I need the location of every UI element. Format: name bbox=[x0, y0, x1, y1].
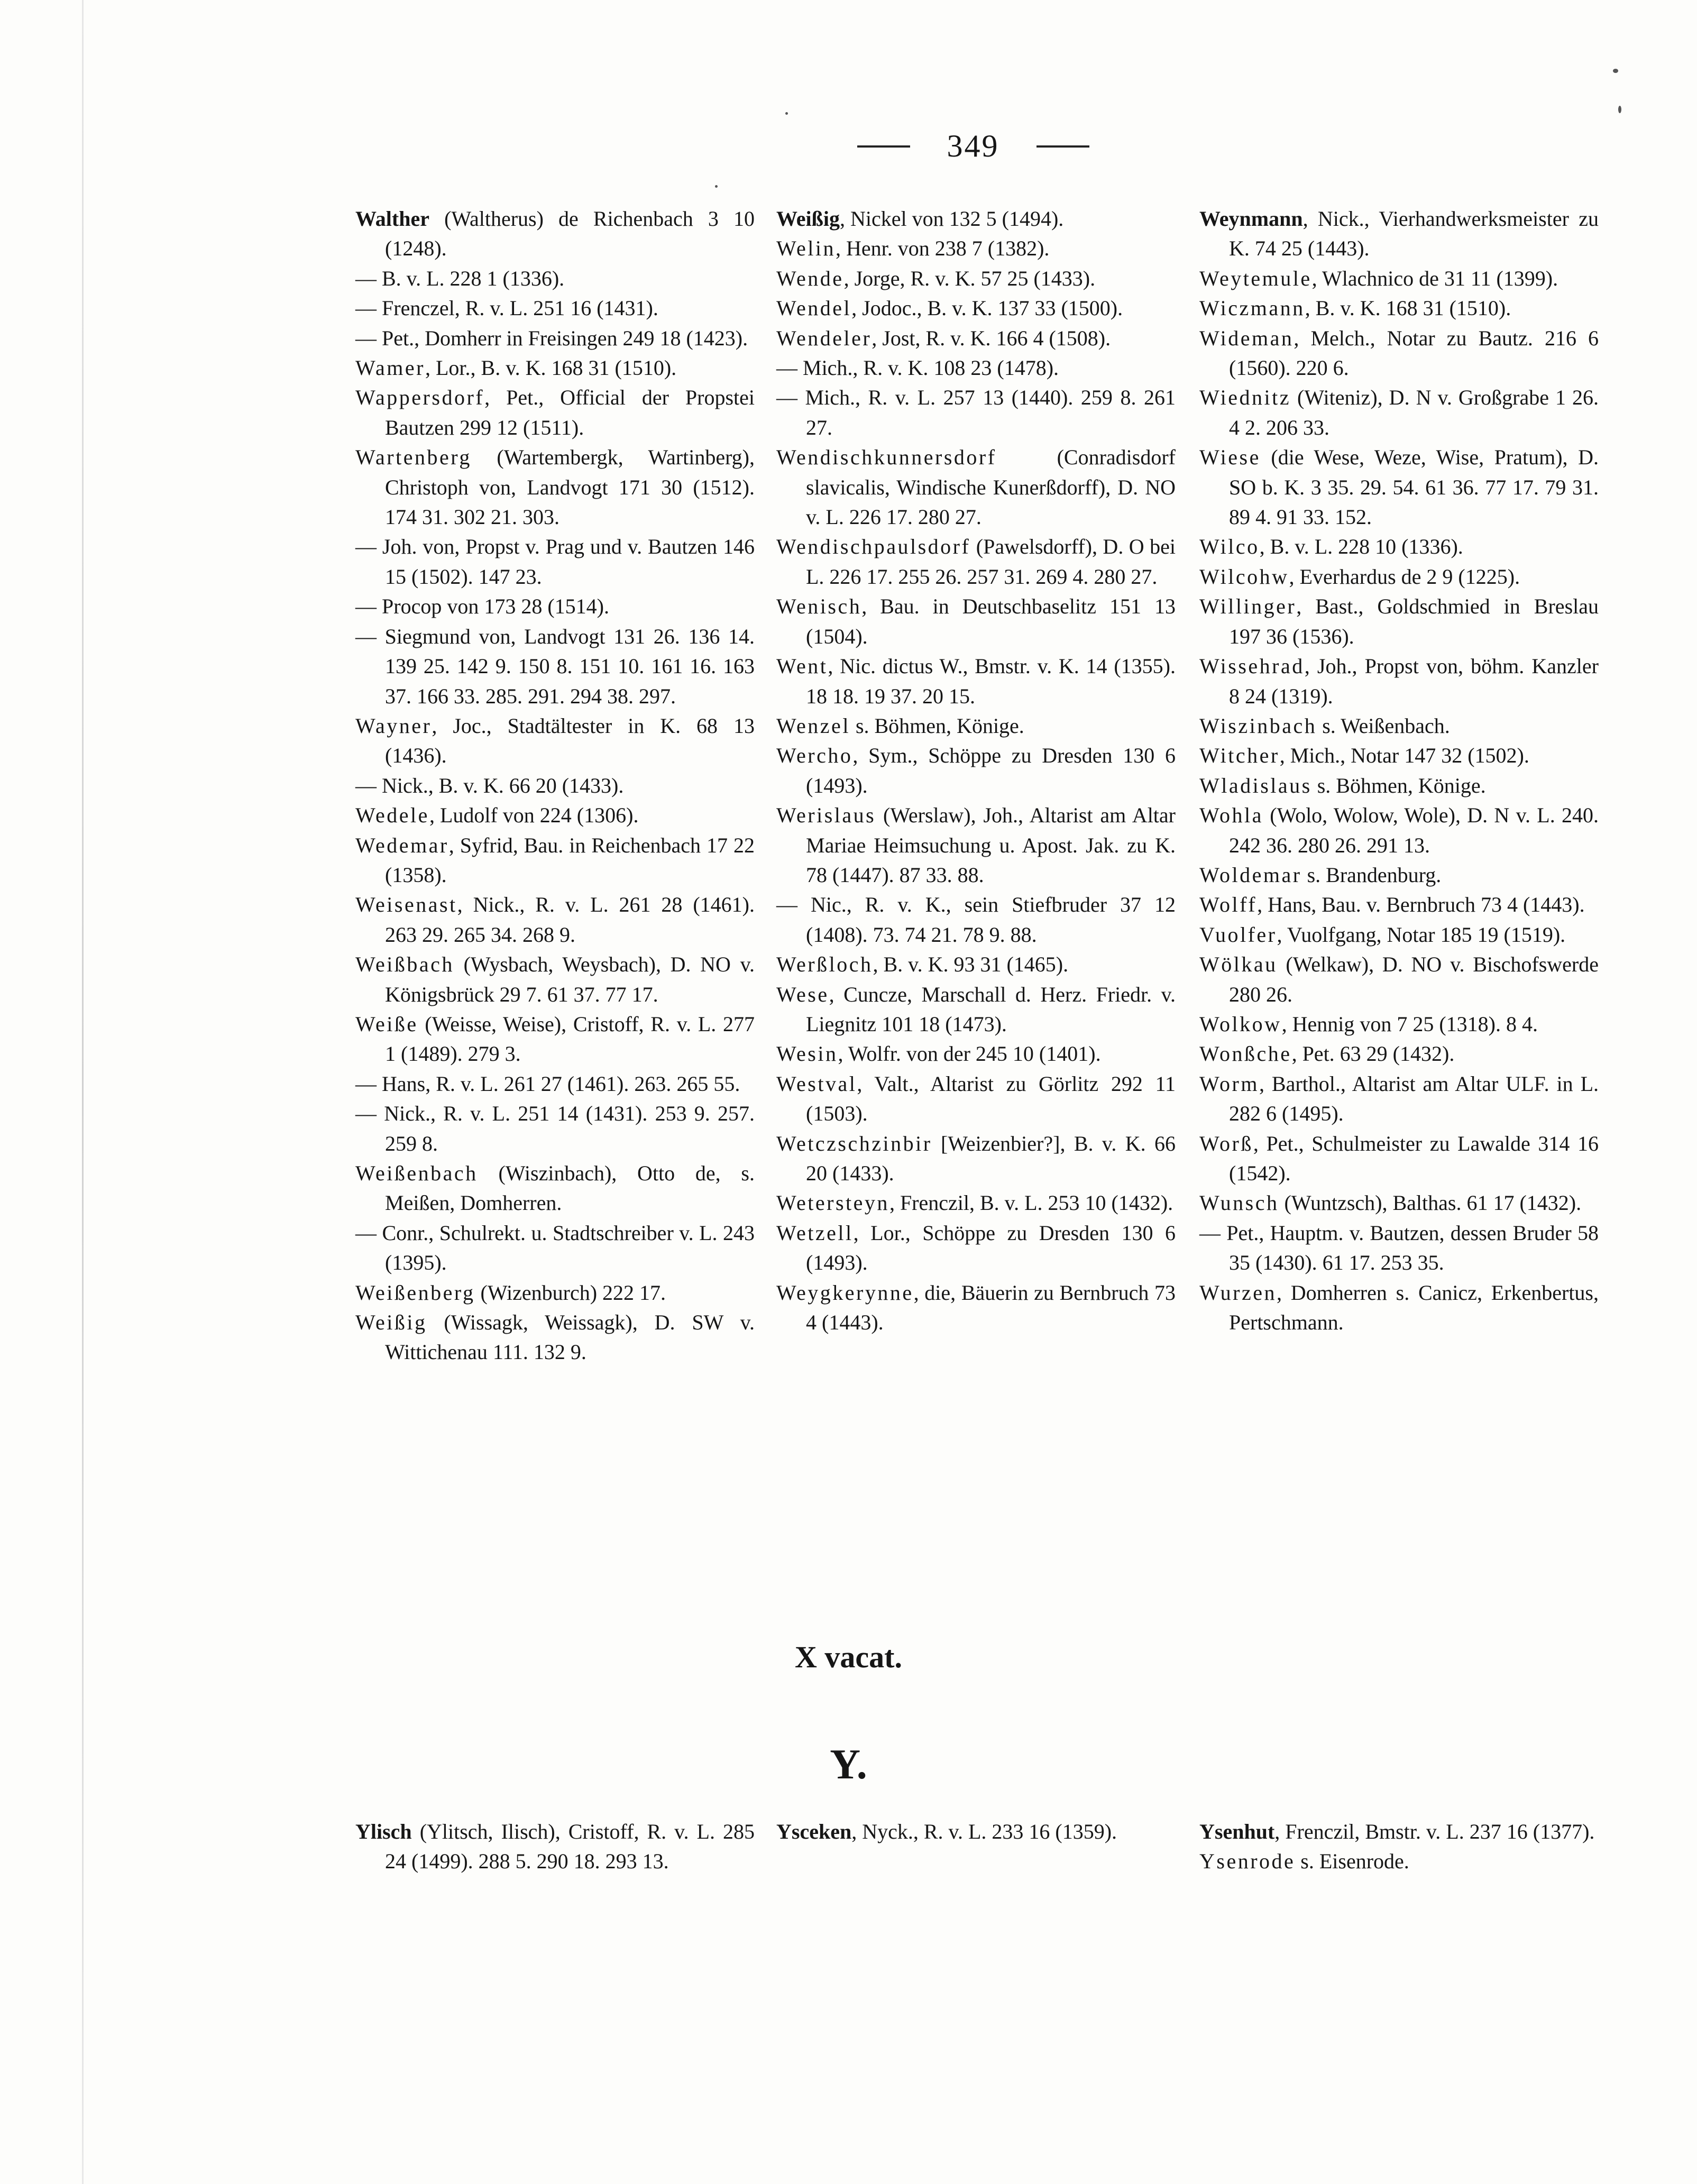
index-entry bbox=[776, 324, 1176, 353]
entry-headword-bold: Walther bbox=[355, 207, 429, 231]
entry-headword: Wende bbox=[776, 266, 844, 290]
index-entry bbox=[1199, 801, 1599, 860]
entry-text: , Joc., Stadtältester in K. 68 13 (1436). bbox=[385, 713, 755, 768]
entry-text: — Frenczel, R. v. L. 251 16 (1431). bbox=[355, 296, 658, 320]
entry-text: (Conradisdorf slavicalis, Windische Kunerßdorff), D. NO v. L. 226 17. 280 27. bbox=[806, 445, 1176, 529]
index-entry bbox=[1199, 1010, 1599, 1039]
entry-text: (Wiszinbach), Otto de, s. Meißen, Domherren. bbox=[385, 1161, 755, 1215]
index-column-1 bbox=[355, 204, 755, 1368]
entry-text: , Hennig von 7 25 (1318). 8 4. bbox=[1281, 1012, 1538, 1036]
entry-text: , Bast., Goldschmied in Breslau 197 36 (1536). bbox=[1229, 594, 1599, 648]
entry-text: , Ludolf von 224 (1306). bbox=[429, 803, 639, 828]
entry-text: (Wartembergk, Wartinberg), Christoph von, Landvogt 171 30 (1512). 174 31. 302 21. 303. bbox=[385, 445, 755, 529]
entry-headword-bold: Weynmann bbox=[1199, 207, 1303, 231]
index-entry bbox=[355, 831, 755, 891]
index-entry bbox=[1199, 890, 1599, 920]
index-entry bbox=[355, 622, 755, 711]
entry-headword: Weißenberg bbox=[355, 1280, 475, 1305]
entry-text: (Wysbach, Weysbach), D. NO v. Königsbrück 29 7. 61 37. 77 17. bbox=[385, 952, 755, 1006]
entry-headword: Wiczmann bbox=[1199, 296, 1305, 320]
entry-headword: Wartenberg bbox=[355, 445, 472, 470]
entry-headword: Werßloch bbox=[776, 952, 873, 977]
entry-text: , Wlachnico de 31 11 (1399). bbox=[1311, 266, 1558, 290]
entry-text: , die, Bäuerin zu Bernbruch 73 4 (1443). bbox=[806, 1280, 1176, 1335]
entry-headword: Weißig bbox=[355, 1310, 427, 1335]
index-entry bbox=[355, 1099, 755, 1159]
index-entry bbox=[776, 651, 1176, 711]
entry-headword: Wölkau bbox=[1199, 952, 1278, 977]
index-entry bbox=[355, 324, 755, 353]
entry-text: (Werslaw), Joh., Altarist am Altar Mariae Heimsuchung u. Apost. Jak. zu K. 78 (1447). 87 33. 88. bbox=[806, 803, 1176, 887]
entry-text: , B. v. K. 168 31 (1510). bbox=[1305, 296, 1511, 320]
entry-headword: Wetczschzinbir bbox=[776, 1131, 932, 1155]
entry-text: , Barthol., Altarist am Altar ULF. in L. 282 6 (1495). bbox=[1229, 1071, 1599, 1126]
entry-headword: Wilco bbox=[1199, 535, 1260, 559]
index-entry bbox=[1199, 711, 1599, 741]
entry-headword: Weißenbach bbox=[355, 1161, 478, 1185]
entry-text: , Syfrid, Bau. in Reichenbach 17 22 (1358). bbox=[385, 833, 755, 887]
entry-headword: Witcher bbox=[1199, 744, 1280, 768]
entry-text: , Wolfr. von der 245 10 (1401). bbox=[838, 1042, 1101, 1066]
index-entry bbox=[355, 771, 755, 801]
entry-text: , Joh., Propst von, böhm. Kanzler 8 24 (1319). bbox=[1229, 654, 1599, 708]
entry-text: — Conr., Schulrekt. u. Stadtschreiber v. L. 243 (1395). bbox=[355, 1221, 755, 1275]
index-entry bbox=[776, 204, 1176, 234]
index-entry bbox=[355, 711, 755, 771]
y-column-2 bbox=[776, 1817, 1176, 1847]
index-entry bbox=[776, 383, 1176, 443]
entry-headword: Wetzell bbox=[776, 1221, 854, 1245]
index-entry bbox=[355, 1218, 755, 1278]
index-entry bbox=[355, 293, 755, 323]
entry-headword: Wenzel bbox=[776, 713, 850, 738]
entry-text: , Pet. 63 29 (1432). bbox=[1291, 1042, 1455, 1066]
entry-text: , Domherren s. Canicz, Erkenbertus, Pertschmann. bbox=[1229, 1280, 1599, 1335]
index-entry bbox=[776, 1039, 1176, 1069]
entry-text: — Nic., R. v. K., sein Stiefbruder 37 12 (1408). 73. 74 21. 78 9. 88. bbox=[776, 893, 1176, 947]
entry-text: — Procop von 173 28 (1514). bbox=[355, 594, 609, 619]
entry-text: — Nick., B. v. K. 66 20 (1433). bbox=[355, 773, 624, 797]
index-entry bbox=[1199, 1039, 1599, 1069]
index-entry bbox=[355, 1159, 755, 1218]
entry-text: , Everhardus de 2 9 (1225). bbox=[1289, 564, 1520, 589]
entry-headword: Wladislaus bbox=[1199, 773, 1312, 797]
entry-text: — Pet., Hauptm. v. Bautzen, dessen Bruder 58 35 (1430). 61 17. 253 35. bbox=[1199, 1221, 1599, 1275]
index-entry bbox=[1199, 651, 1599, 711]
index-entry bbox=[1199, 532, 1599, 562]
entry-headword: Wayner bbox=[355, 713, 432, 738]
entry-text: (Weisse, Weise), Cristoff, R. v. L. 277 1 (1489). 279 3. bbox=[385, 1012, 755, 1066]
index-entry bbox=[355, 204, 755, 264]
entry-text: , Lor., B. v. K. 168 31 (1510). bbox=[425, 356, 677, 380]
entry-headword-bold: Ysceken bbox=[776, 1820, 852, 1843]
entry-headword: Wurzen bbox=[1199, 1280, 1277, 1305]
entry-headword: Wiednitz bbox=[1199, 386, 1291, 410]
entry-headword: Wedemar bbox=[355, 833, 449, 857]
index-entry bbox=[1199, 741, 1599, 770]
speck bbox=[1613, 69, 1618, 73]
entry-text: , Mich., Notar 147 32 (1502). bbox=[1279, 744, 1529, 768]
entry-headword: Wendischpaulsdorf bbox=[776, 535, 971, 559]
entry-text: , Nick., R. v. L. 261 28 (1461). 263 29. 265 34. 268 9. bbox=[385, 893, 755, 947]
index-entry bbox=[1199, 592, 1599, 651]
index-entry bbox=[776, 801, 1176, 890]
entry-text: (Ylitsch, Ilisch), Cristoff, R. v. L. 285 24 (1499). 288 5. 290 18. 293 13. bbox=[385, 1820, 755, 1874]
entry-text: , Melch., Notar zu Bautz. 216 6 (1560). 220 6. bbox=[1229, 326, 1599, 380]
entry-text: s. Weißenbach. bbox=[1317, 713, 1450, 738]
entry-text: , Nickel von 132 5 (1494). bbox=[840, 207, 1064, 231]
entry-text: (Wolo, Wolow, Wole), D. N v. L. 240. 242 36. 280 26. 291 13. bbox=[1229, 803, 1599, 857]
index-entry bbox=[1199, 1847, 1599, 1876]
index-entry bbox=[1199, 293, 1599, 323]
entry-headword: Welin bbox=[776, 236, 836, 261]
index-entry bbox=[776, 741, 1176, 801]
entry-headword: Weiße bbox=[355, 1012, 418, 1036]
entry-text: (Witeniz), D. N v. Großgrabe 1 26. 4 2. 206 33. bbox=[1229, 386, 1599, 439]
entry-text: (Wissagk, Weissagk), D. SW v. Wittichenau 111. 132 9. bbox=[385, 1310, 755, 1364]
index-entry bbox=[1199, 950, 1599, 1010]
index-entry bbox=[776, 1278, 1176, 1338]
entry-headword: Wissehrad bbox=[1199, 654, 1305, 678]
entry-headword: Weygkerynne bbox=[776, 1280, 914, 1305]
entry-text: — Joh. von, Propst v. Prag und v. Bautzen 146 15 (1502). 147 23. bbox=[355, 535, 755, 589]
entry-headword: Wonßche bbox=[1199, 1042, 1292, 1066]
index-entry bbox=[1199, 324, 1599, 383]
y-column-3 bbox=[1199, 1817, 1599, 1877]
entry-headword: Wunsch bbox=[1199, 1191, 1279, 1215]
index-entry bbox=[1199, 264, 1599, 293]
entry-text: , Jorge, R. v. K. 57 25 (1433). bbox=[843, 266, 1096, 290]
entry-headword: Wolkow bbox=[1199, 1012, 1282, 1036]
entry-headword: Woldemar bbox=[1199, 862, 1302, 887]
index-entry bbox=[1199, 443, 1599, 532]
entry-headword: Werislaus bbox=[776, 803, 876, 828]
entry-headword: Wappersdorf bbox=[355, 386, 485, 410]
speck bbox=[1618, 106, 1621, 113]
entry-headword: Wendeler bbox=[776, 326, 872, 350]
index-entry bbox=[776, 234, 1176, 263]
index-entry bbox=[776, 353, 1176, 383]
entry-headword: Wesin bbox=[776, 1042, 838, 1066]
index-entry bbox=[355, 383, 755, 443]
entry-headword: Wideman bbox=[1199, 326, 1294, 350]
entry-text: — Pet., Domherr in Freisingen 249 18 (1423). bbox=[355, 326, 748, 350]
entry-text: , Pet., Schulmeister zu Lawalde 314 16 (1542). bbox=[1229, 1131, 1599, 1185]
index-entry bbox=[776, 443, 1176, 532]
entry-text: , Henr. von 238 7 (1382). bbox=[836, 236, 1050, 261]
entry-headword: Weißbach bbox=[355, 952, 454, 977]
entry-text: , Nick., Vierhandwerksmeister zu K. 74 25 (1443). bbox=[1229, 207, 1599, 261]
entry-text: , Jodoc., B. v. K. 137 33 (1500). bbox=[851, 296, 1123, 320]
index-entry bbox=[776, 1817, 1176, 1847]
index-entry bbox=[776, 293, 1176, 323]
entry-headword: Wendischkunnersdorf bbox=[776, 445, 997, 470]
entry-headword: Wilcohw bbox=[1199, 564, 1289, 589]
speck bbox=[785, 112, 788, 115]
entry-headword: Wercho bbox=[776, 744, 853, 768]
entry-text: , Lor., Schöppe zu Dresden 130 6 (1493). bbox=[806, 1221, 1176, 1275]
page-number: 349 bbox=[947, 129, 999, 163]
index-entry bbox=[1199, 1278, 1599, 1338]
index-entry bbox=[355, 1278, 755, 1308]
entry-headword: Westval bbox=[776, 1071, 857, 1096]
index-entry bbox=[776, 711, 1176, 741]
entry-text: (Waltherus) de Richenbach 3 10 (1248). bbox=[385, 207, 755, 261]
index-entry bbox=[355, 890, 755, 950]
index-entry bbox=[355, 801, 755, 830]
index-entry bbox=[776, 592, 1176, 651]
index-entry bbox=[1199, 383, 1599, 443]
index-entry bbox=[1199, 204, 1599, 264]
entry-text: s. Brandenburg. bbox=[1301, 862, 1442, 887]
entry-headword: Wiese bbox=[1199, 445, 1261, 470]
header-rule-left bbox=[857, 145, 910, 148]
index-entry bbox=[355, 1010, 755, 1069]
entry-text: , B. v. K. 93 31 (1465). bbox=[873, 952, 1069, 977]
section-heading-x: X vacat. bbox=[795, 1640, 902, 1674]
index-entry bbox=[776, 532, 1176, 592]
entry-text: — Mich., R. v. K. 108 23 (1478). bbox=[776, 356, 1059, 380]
entry-text: , Valt., Altarist zu Görlitz 292 11 (1503). bbox=[806, 1071, 1176, 1126]
entry-text: , Vuolfgang, Notar 185 19 (1519). bbox=[1277, 922, 1566, 947]
page-edge-line bbox=[82, 0, 84, 2184]
entry-text: — Hans, R. v. L. 261 27 (1461). 263. 265 55. bbox=[355, 1071, 740, 1096]
index-entry bbox=[355, 353, 755, 383]
index-entry bbox=[1199, 1188, 1599, 1218]
speck bbox=[715, 185, 718, 188]
entry-text: (Wuntzsch), Balthas. 61 17 (1432). bbox=[1279, 1191, 1582, 1215]
entry-text: , Nic. dictus W., Bmstr. v. K. 14 (1355). 18 18. 19 37. 20 15. bbox=[806, 654, 1176, 708]
index-entry bbox=[355, 532, 755, 592]
entry-text: , B. v. L. 228 10 (1336). bbox=[1259, 535, 1463, 559]
index-entry bbox=[355, 264, 755, 293]
index-entry bbox=[776, 264, 1176, 293]
entry-text: [Weizenbier?], B. v. K. 66 20 (1433). bbox=[806, 1131, 1176, 1185]
index-entry bbox=[776, 980, 1176, 1040]
entry-text: (Wizenburch) 222 17. bbox=[475, 1280, 666, 1305]
index-column-3 bbox=[1199, 204, 1599, 1337]
page-header bbox=[825, 128, 1121, 164]
entry-text: , Cuncze, Marschall d. Herz. Friedr. v. Liegnitz 101 18 (1473). bbox=[806, 982, 1176, 1036]
index-entry bbox=[355, 1069, 755, 1099]
index-entry bbox=[355, 592, 755, 621]
entry-text: s. Böhmen, Könige. bbox=[850, 713, 1024, 738]
entry-headword-bold: Weißig bbox=[776, 207, 840, 231]
entry-text: (die Wese, Weze, Wise, Pratum), D. SO b. K. 3 35. 29. 54. 61 36. 77 17. 79 31. 89 4. 91 33. 152. bbox=[1229, 445, 1599, 529]
entry-text: — Siegmund von, Landvogt 131 26. 136 14. 139 25. 142 9. 150 8. 151 10. 161 16. 163 37. 166 33. 285. 291. 294 38. 297. bbox=[355, 624, 755, 708]
entry-headword: Vuolfer bbox=[1199, 922, 1277, 947]
entry-headword: Wolff bbox=[1199, 893, 1258, 917]
entry-text: , Bau. in Deutschbaselitz 151 13 (1504). bbox=[806, 594, 1176, 648]
entry-headword: Willinger bbox=[1199, 594, 1297, 619]
entry-text: , Jost, R. v. K. 166 4 (1508). bbox=[872, 326, 1111, 350]
entry-headword-bold: Ysenhut bbox=[1199, 1820, 1275, 1843]
entry-text: — Nick., R. v. L. 251 14 (1431). 253 9. 257. 259 8. bbox=[355, 1102, 755, 1155]
entry-text: (Welkaw), D. NO v. Bischofswerde 280 26. bbox=[1229, 952, 1599, 1006]
index-entry bbox=[776, 950, 1176, 979]
index-entry bbox=[1199, 771, 1599, 801]
index-entry bbox=[1199, 860, 1599, 890]
entry-headword: Wese bbox=[776, 982, 829, 1006]
entry-headword: Worß bbox=[1199, 1131, 1253, 1155]
index-entry bbox=[1199, 1069, 1599, 1129]
index-entry bbox=[355, 950, 755, 1010]
entry-headword: Wedele bbox=[355, 803, 429, 828]
index-entry bbox=[776, 1129, 1176, 1189]
entry-headword: Wiszinbach bbox=[1199, 713, 1317, 738]
entry-headword: Wetersteyn bbox=[776, 1191, 889, 1215]
entry-text: , Hans, Bau. v. Bernbruch 73 4 (1443). bbox=[1257, 893, 1585, 917]
index-entry bbox=[1199, 1817, 1599, 1847]
index-column-2 bbox=[776, 204, 1176, 1337]
entry-headword: Wohla bbox=[1199, 803, 1263, 828]
entry-text: — Mich., R. v. L. 257 13 (1440). 259 8. 261 27. bbox=[776, 386, 1176, 439]
index-entry bbox=[355, 1817, 755, 1877]
entry-headword: Wendel bbox=[776, 296, 852, 320]
entry-text: , Frenczil, B. v. L. 253 10 (1432). bbox=[889, 1191, 1173, 1215]
entry-headword-bold: Ylisch bbox=[355, 1820, 412, 1843]
entry-headword: Weisenast bbox=[355, 893, 457, 917]
section-heading-y: Y. bbox=[830, 1741, 867, 1788]
entry-headword: Worm bbox=[1199, 1071, 1259, 1096]
entry-headword: Went bbox=[776, 654, 828, 678]
entry-text: , Sym., Schöppe zu Dresden 130 6 (1493). bbox=[806, 744, 1176, 797]
index-entry bbox=[776, 1188, 1176, 1218]
index-entry bbox=[1199, 1218, 1599, 1278]
entry-headword: Wamer bbox=[355, 356, 425, 380]
entry-headword: Ysenrode bbox=[1199, 1849, 1296, 1874]
header-rule-right bbox=[1036, 145, 1089, 148]
entry-headword: Weytemule bbox=[1199, 266, 1312, 290]
index-entry bbox=[1199, 1129, 1599, 1189]
index-entry bbox=[776, 890, 1176, 950]
entry-text: , Nyck., R. v. L. 233 16 (1359). bbox=[851, 1820, 1117, 1843]
index-entry bbox=[776, 1218, 1176, 1278]
index-entry bbox=[776, 1069, 1176, 1129]
entry-headword: Wenisch bbox=[776, 594, 862, 619]
y-column-1 bbox=[355, 1817, 755, 1877]
entry-text: (Pawelsdorff), D. O bei L. 226 17. 255 26. 257 31. 269 4. 280 27. bbox=[806, 535, 1176, 589]
entry-text: , Frenczil, Bmstr. v. L. 237 16 (1377). bbox=[1274, 1820, 1595, 1843]
entry-text: — B. v. L. 228 1 (1336). bbox=[355, 266, 565, 290]
entry-text: s. Eisenrode. bbox=[1295, 1849, 1409, 1874]
index-entry bbox=[355, 1308, 755, 1368]
index-entry bbox=[1199, 562, 1599, 592]
entry-text: , Pet., Official der Propstei Bautzen 299 12 (1511). bbox=[385, 386, 755, 439]
index-entry bbox=[1199, 920, 1599, 950]
entry-text: s. Böhmen, Könige. bbox=[1311, 773, 1486, 797]
index-entry bbox=[355, 443, 755, 532]
